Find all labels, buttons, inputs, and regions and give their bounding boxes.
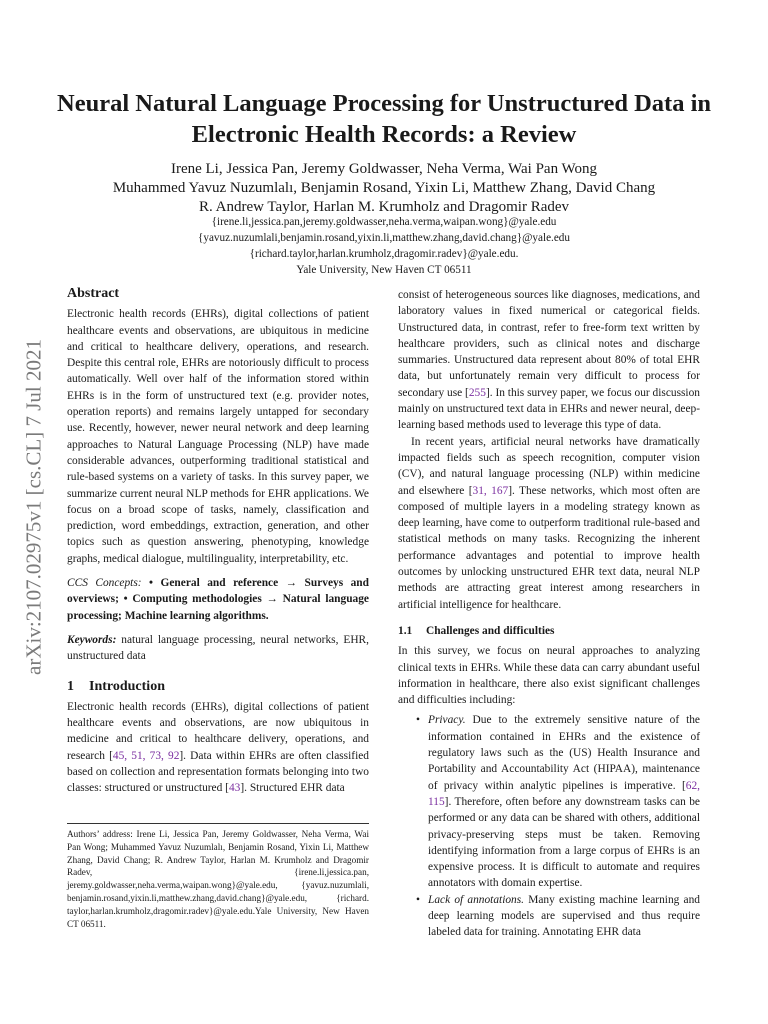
abstract-heading: Abstract [67,286,120,301]
challenges-intro: In this survey, we focus on neural approaches to analyzing clinical texts in EHRs. While these data can carry abundant useful information in healthcare, there also exist significant challenges and difficulties including: [398,645,700,707]
author-emails [40,214,728,278]
intro-paragraph-1 [67,699,369,797]
keywords [67,632,369,665]
citation-link[interactable]: 43 [228,782,241,795]
intro-paragraph-2 [398,434,700,613]
intro-text: ]. In this survey paper, we focus our discussion mainly on unstructured text data in EHRs and newer neural, deep-learning based methods used to leverage this type of data. [398,386,700,432]
author-line: Muhammed Yavuz Nuzumlalı, Benjamin Rosand, Yixin Li, Matthew Zhang, David Chang [112,180,656,196]
bullet-icon: • [416,714,420,727]
intro-text-cont: ]. Structured EHR data [240,782,345,795]
intro-text-cont: consist of heterogeneous sources like diagnoses, medications, and laboratory values in fixed numerical or categorical fields. Unstructured data, in contrast, refer to free-form text written by healthcare providers, such as clinical notes and discharge summaries. Unstructured data represent about 80% of total EHR data, but unfortunately remain very difficult to process for secondary use [ [398,289,700,399]
citation-link[interactable]: 45, 51, 73, 92 [112,749,180,762]
intro-text: ]. Data within EHRs are often classified based on collection and representation formats belonging into two classes: structured or unstructured [ [67,749,369,795]
email-line: {irene.li,jessica.pan,jeremy.goldwasser,neha.verma,waipan.wong}@yale.edu [211,216,557,228]
email-line: {yavuz.nuzumlali,benjamin.rosand,yixin.li,matthew.zhang,david.chang}@yale.edu [198,232,570,244]
bullet-icon: • [416,893,420,906]
ccs-concepts [67,575,369,624]
affiliation: Yale University, New Haven CT 06511 [296,264,472,276]
citation-link[interactable]: 31, 167 [472,484,509,497]
list-item [398,892,700,941]
introduction-heading [67,679,369,695]
intro-text: In recent years, artificial neural networks have dramatically impacted fields such as speech recognition, computer vision (CV), and natural language processing (NLP) within medicine and elsewhere [ [398,435,700,497]
arxiv-stamp-text: arXiv:2107.02975v1 [cs.CL] 7 Jul 2021 [21,339,46,675]
subsection-heading [398,623,700,639]
keywords-text: natural language processing, neural networks, EHR, unstructured data [67,633,369,663]
intro-text: Electronic health records (EHRs), digital collections of patient healthcare events and observations, are now ubiquitous in medicine and critical to healthcare delivery, operations, and research [ [67,700,369,762]
authors-address-footnote: Authors’ address: Irene Li, Jessica Pan, Jeremy Goldwasser, Neha Verma, Wai Pan Wong; Muhammed Yavuz Nuzumlalı, Benjamin Rosand, Yixin Li, Matthew Zhang, David Chang; R. Andrew Taylor, Harlan M. Krumholz and Dragomir Radev, {irene.li,jessica.pan, jeremy.goldwasser,neha.verma,waipan.wong}@yale.edu, {yavuz.nuzumlali, benjamin.rosand,yixin.li,matthew.zhang,david.chang}@yale.edu, {richard. taylor,harlan.krumholz,dragomir.radev}@yale.edu.Yale University, New Haven CT 06511. [67,823,369,930]
ccs-text: • General and reference → Surveys and overviews; • Computing methodologies → Natural language processing; Machine learning algorithms. [67,577,369,622]
bullet-term: Privacy. [428,714,466,727]
subsection-title: Challenges and difficulties [426,624,555,637]
author-line: Irene Li, Jessica Pan, Jeremy Goldwasser, Neha Verma, Wai Pan Wong [170,161,598,177]
challenges-list [398,712,700,940]
citation-link[interactable]: 62, 115 [428,779,700,808]
author-line: R. Andrew Taylor, Harlan M. Krumholz and Dragomir Radev [198,199,570,215]
left-column [67,286,369,797]
bullet-text: ]. Therefore, often before any downstream tasks can be performed or any data can be shared with others, additional privacy-preserving steps must be taken. Removing identifying information from a large corpus of EHRs is an expensive process. It is difficult to automate and requires annotators with domain expertise. [428,795,700,890]
author-list [40,160,728,217]
section-title: Introduction [89,678,165,694]
bullet-term: Lack of annotations. [428,893,525,906]
intro-text: ]. These networks, which most often are composed of multiple layers in a modeling strategy known as deep learning, have come to outperform traditional rule-based and statistical methods on many tasks. Recognizing the inherent performance advantages and potential to improve health outcomes by unlocking unstructured EHR text data, neural NLP methods are attracting great interest among researchers in artificial intelligence for healthcare. [398,484,701,611]
abstract-text: Electronic health records (EHRs), digital collections of patient healthcare events and observations, are ubiquitous in medicine and critical to healthcare delivery, operations, and research. Despite this central role, EHRs are notoriously difficult to process automatically. Well over half of the information stored within EHRs is in the form of unstructured text (e.g. provider notes, operation reports) and remains largely untapped for secondary use. Recently, however, newer neural network and deep learning approaches to Natural Language Processing (NLP) have made considerable advances, outperforming traditional statistical and rule-based systems on a variety of tasks. In this survey paper, we summarize current neural NLP methods for EHR applications. We focus on a broad scope of tasks, namely, classification and prediction, word embeddings, extraction, generation, and other topics such as question answering, phenotyping, knowledge graphs, medical dialogue, multilinguality, interpretability, etc. [67,308,369,565]
bullet-text: Many existing machine learning and deep learning models are supervised and thus require labeled data for training. Annotating EHR data [428,893,700,939]
list-item [398,712,700,891]
bullet-text: Due to the extremely sensitive nature of the information contained in EHRs and the existence of regulatory laws such as the (US) Health Insurance and Portability and Accountability Act (HIPAA), maintenance of privacy within analytic pipelines is imperative. [ [428,714,700,792]
ccs-label: CCS Concepts: [67,577,142,590]
citation-link[interactable]: 255 [468,386,486,399]
subsection-number: 1.1 [398,624,413,637]
section-number: 1 [67,678,74,694]
arxiv-stamp [22,292,46,722]
intro-paragraph-1-continued [398,287,700,434]
keywords-label: Keywords: [67,633,117,646]
right-column [398,287,700,941]
paper-title: Neural Natural Language Processing for Unstructured Data in Electronic Health Records: a Review [57,90,711,148]
email-line: {richard.taylor,harlan.krumholz,dragomir.radev}@yale.edu. [249,248,519,260]
